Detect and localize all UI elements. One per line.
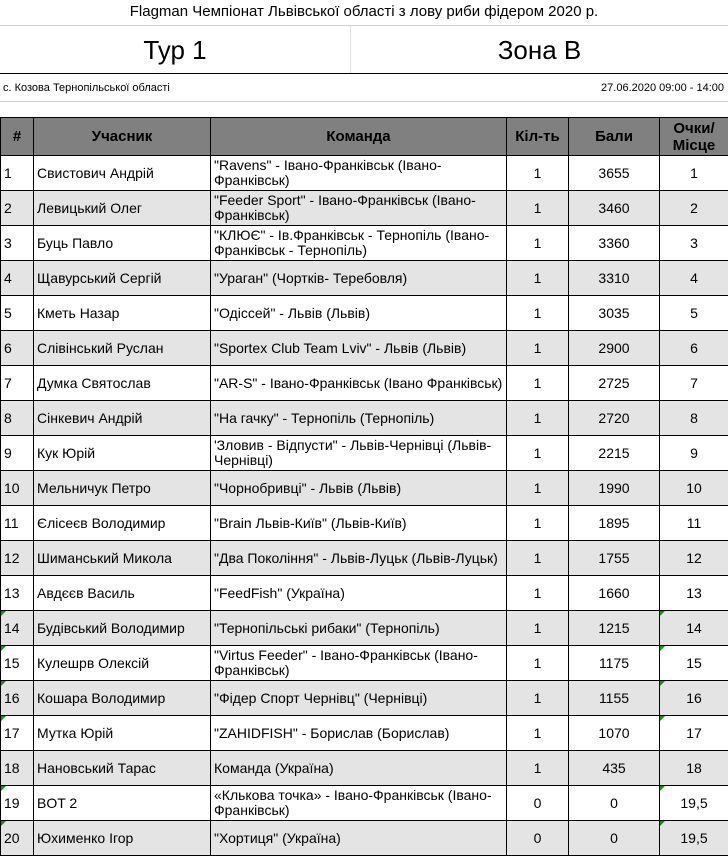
info-row xyxy=(0,74,728,102)
cell-place[interactable]: 6 xyxy=(660,331,728,366)
cell-score[interactable]: 1175 xyxy=(569,646,660,681)
comment-marker-icon xyxy=(1,821,6,826)
cell-quantity[interactable]: 1 xyxy=(507,156,569,191)
comment-marker-icon xyxy=(1,681,6,686)
zone-label: Зона B xyxy=(350,26,728,73)
cell-place[interactable]: 17 xyxy=(660,716,728,751)
cell-place[interactable]: 9 xyxy=(660,436,728,471)
cell-score[interactable]: 0 xyxy=(569,821,660,856)
results-table xyxy=(0,117,728,856)
date-time-text: 27.06.2020 09:00 - 14:00 xyxy=(601,74,724,102)
cell-quantity[interactable]: 1 xyxy=(507,191,569,226)
cell-place[interactable]: 1 xyxy=(660,156,728,191)
cell-number[interactable]: 8 xyxy=(1,401,34,436)
cell-number[interactable]: 6 xyxy=(1,331,34,366)
comment-marker-icon xyxy=(660,646,665,651)
cell-place[interactable]: 10 xyxy=(660,471,728,506)
cell-quantity[interactable]: 0 xyxy=(507,786,569,821)
cell-place[interactable]: 13 xyxy=(660,576,728,611)
cell-quantity[interactable]: 1 xyxy=(507,751,569,786)
cell-team[interactable]: "Хортиця" (Україна) xyxy=(211,821,507,856)
cell-participant[interactable]: Левицький Олег xyxy=(34,191,211,226)
cell-team[interactable]: "Brain Львів-Київ" (Львів-Київ) xyxy=(211,506,507,541)
cell-place[interactable]: 16 xyxy=(660,681,728,716)
cell-score[interactable]: 3035 xyxy=(569,296,660,331)
cell-number[interactable]: 15 xyxy=(1,646,34,681)
cell-quantity[interactable]: 1 xyxy=(507,436,569,471)
cell-place[interactable]: 11 xyxy=(660,506,728,541)
comment-marker-icon xyxy=(660,786,665,791)
comment-marker-icon xyxy=(1,716,6,721)
cell-participant[interactable]: Єлісеєв Володимир xyxy=(34,506,211,541)
cell-score[interactable]: 3360 xyxy=(569,226,660,261)
cell-team[interactable]: "Virtus Feeder" - Івано-Франківськ (Івано-Франківськ) xyxy=(211,646,507,681)
table-row[interactable] xyxy=(1,436,728,471)
cell-quantity[interactable]: 1 xyxy=(507,296,569,331)
cell-place[interactable]: 5 xyxy=(660,296,728,331)
cell-number[interactable]: 14 xyxy=(1,611,34,646)
table-row[interactable] xyxy=(1,611,728,646)
cell-score[interactable]: 3310 xyxy=(569,261,660,296)
cell-place[interactable]: 12 xyxy=(660,541,728,576)
cell-participant[interactable]: Свистович Андрій xyxy=(34,156,211,191)
cell-team[interactable]: "AR-S" - Івано-Франківськ (Івано Франківськ) xyxy=(211,366,507,401)
cell-score[interactable]: 3655 xyxy=(569,156,660,191)
location-text: с. Козова Тернопільської області xyxy=(3,74,170,102)
header-row xyxy=(1,118,728,156)
table-row[interactable] xyxy=(1,576,728,611)
cell-team[interactable]: "Фідер Спорт Чернівц" (Чернівці) xyxy=(211,681,507,716)
cell-number[interactable]: 16 xyxy=(1,681,34,716)
cell-quantity[interactable]: 1 xyxy=(507,716,569,751)
cell-team[interactable]: "Два Покоління" - Львів-Луцьк (Львів-Луцьк) xyxy=(211,541,507,576)
cell-score[interactable]: 435 xyxy=(569,751,660,786)
col-header-score[interactable]: Бали xyxy=(569,118,660,156)
cell-score[interactable]: 2725 xyxy=(569,366,660,401)
cell-number[interactable]: 13 xyxy=(1,576,34,611)
cell-quantity[interactable]: 1 xyxy=(507,471,569,506)
cell-team[interactable]: "Sportex Club Team Lviv" - Львів (Львів) xyxy=(211,331,507,366)
table-row[interactable] xyxy=(1,716,728,751)
cell-score[interactable]: 1215 xyxy=(569,611,660,646)
cell-number[interactable]: 2 xyxy=(1,191,34,226)
cell-quantity[interactable]: 1 xyxy=(507,681,569,716)
cell-team[interactable]: "Ravens" - Івано-Франківськ (Івано-Франківськ) xyxy=(211,156,507,191)
col-header-participant[interactable]: Учасник xyxy=(34,118,211,156)
cell-place[interactable]: 4 xyxy=(660,261,728,296)
cell-number[interactable]: 10 xyxy=(1,471,34,506)
cell-quantity[interactable]: 1 xyxy=(507,226,569,261)
cell-participant[interactable]: Слівінський Руслан xyxy=(34,331,211,366)
cell-place[interactable]: 15 xyxy=(660,646,728,681)
cell-score[interactable]: 1755 xyxy=(569,541,660,576)
cell-team[interactable]: 'Зловив - Відпусти" - Львів-Чернівці (Львів-Чернівці) xyxy=(211,436,507,471)
table-row[interactable] xyxy=(1,821,728,856)
cell-place[interactable]: 2 xyxy=(660,191,728,226)
comment-marker-icon xyxy=(660,681,665,686)
cell-score[interactable]: 1990 xyxy=(569,471,660,506)
cell-quantity[interactable]: 1 xyxy=(507,541,569,576)
cell-team[interactable]: "Ураган" (Чортків- Теребовля) xyxy=(211,261,507,296)
table-row[interactable] xyxy=(1,401,728,436)
col-header-place[interactable]: Очки/ Місце xyxy=(660,118,728,156)
cell-score[interactable]: 1660 xyxy=(569,576,660,611)
table-row[interactable] xyxy=(1,541,728,576)
spacer-row xyxy=(0,102,728,117)
table-row[interactable] xyxy=(1,296,728,331)
table-row[interactable] xyxy=(1,226,728,261)
cell-team[interactable]: "На гачку" - Тернопіль (Тернопіль) xyxy=(211,401,507,436)
cell-number[interactable]: 9 xyxy=(1,436,34,471)
cell-place[interactable]: 19,5 xyxy=(660,786,728,821)
cell-team[interactable]: "ZAHIDFISH" - Борислав (Борислав) xyxy=(211,716,507,751)
cell-quantity[interactable]: 1 xyxy=(507,366,569,401)
cell-number[interactable]: 12 xyxy=(1,541,34,576)
table-row[interactable] xyxy=(1,681,728,716)
cell-quantity[interactable]: 1 xyxy=(507,261,569,296)
comment-marker-icon xyxy=(660,611,665,616)
tour-label: Тур 1 xyxy=(0,26,350,74)
cell-score[interactable]: 2720 xyxy=(569,401,660,436)
cell-participant[interactable]: BOT 2 xyxy=(34,786,211,821)
cell-number[interactable]: 17 xyxy=(1,716,34,751)
tour-zone-row xyxy=(0,26,728,74)
cell-participant[interactable]: Сінкевич Андрій xyxy=(34,401,211,436)
cell-participant[interactable]: Юхименко Ігор xyxy=(34,821,211,856)
cell-team[interactable]: "Тернопільські рибаки" (Тернопіль) xyxy=(211,611,507,646)
cell-quantity[interactable]: 1 xyxy=(507,506,569,541)
cell-score[interactable]: 2900 xyxy=(569,331,660,366)
cell-quantity[interactable]: 1 xyxy=(507,331,569,366)
table-row[interactable] xyxy=(1,366,728,401)
cell-participant[interactable]: Мельничук Петро xyxy=(34,471,211,506)
table-row[interactable] xyxy=(1,646,728,681)
comment-marker-icon xyxy=(1,646,6,651)
cell-quantity[interactable]: 1 xyxy=(507,611,569,646)
cell-number[interactable]: 7 xyxy=(1,366,34,401)
cell-participant[interactable]: Щавурський Сергій xyxy=(34,261,211,296)
cell-participant[interactable]: Кошара Володимир xyxy=(34,681,211,716)
cell-quantity[interactable]: 1 xyxy=(507,646,569,681)
cell-score[interactable]: 2215 xyxy=(569,436,660,471)
cell-place[interactable]: 19,5 xyxy=(660,821,728,856)
col-header-team[interactable]: Команда xyxy=(211,118,507,156)
comment-marker-icon xyxy=(1,786,6,791)
col-header-quantity[interactable]: Кіл-ть xyxy=(507,118,569,156)
cell-quantity[interactable]: 1 xyxy=(507,401,569,436)
cell-quantity[interactable]: 0 xyxy=(507,821,569,856)
cell-score[interactable]: 3460 xyxy=(569,191,660,226)
col-header-number[interactable]: # xyxy=(1,118,34,156)
cell-score[interactable]: 1070 xyxy=(569,716,660,751)
cell-team[interactable]: «Клькова точка» - Івано-Франківськ (Івано-Франківськ) xyxy=(211,786,507,821)
table-row[interactable] xyxy=(1,156,728,191)
cell-participant[interactable]: Кметь Назар xyxy=(34,296,211,331)
table-row[interactable] xyxy=(1,471,728,506)
cell-number[interactable]: 11 xyxy=(1,506,34,541)
table-body xyxy=(1,156,728,856)
cell-participant[interactable]: Авдєєв Василь xyxy=(34,576,211,611)
table-row[interactable] xyxy=(1,331,728,366)
cell-number[interactable]: 18 xyxy=(1,751,34,786)
cell-number[interactable]: 3 xyxy=(1,226,34,261)
table-row[interactable] xyxy=(1,751,728,786)
comment-marker-icon xyxy=(660,716,665,721)
table-row[interactable] xyxy=(1,261,728,296)
cell-team[interactable]: "FeedFish" (Україна) xyxy=(211,576,507,611)
table-row[interactable] xyxy=(1,506,728,541)
cell-score[interactable]: 1895 xyxy=(569,506,660,541)
table-row[interactable] xyxy=(1,191,728,226)
cell-number[interactable]: 1 xyxy=(1,156,34,191)
cell-participant[interactable]: Кук Юрій xyxy=(34,436,211,471)
cell-participant[interactable]: Нановський Тарас xyxy=(34,751,211,786)
cell-team[interactable]: "Чорнобривці" - Львів (Львів) xyxy=(211,471,507,506)
cell-number[interactable]: 20 xyxy=(1,821,34,856)
cell-participant[interactable]: Кулешрв Олексій xyxy=(34,646,211,681)
cell-participant[interactable]: Будівський Володимир xyxy=(34,611,211,646)
cell-team[interactable]: "КЛЮЄ" - Ів.Франківськ - Тернопіль (Івано-Франківськ - Тернопіль) xyxy=(211,226,507,261)
cell-participant[interactable]: Буць Павло xyxy=(34,226,211,261)
cell-quantity[interactable]: 1 xyxy=(507,576,569,611)
cell-place[interactable]: 8 xyxy=(660,401,728,436)
cell-number[interactable]: 4 xyxy=(1,261,34,296)
cell-team[interactable]: Команда (Україна) xyxy=(211,751,507,786)
cell-place[interactable]: 3 xyxy=(660,226,728,261)
cell-score[interactable]: 1155 xyxy=(569,681,660,716)
sheet-title: Flagman Чемпіонат Львівської області з лову риби фідером 2020 р. xyxy=(0,0,728,26)
cell-participant[interactable]: Шиманський Микола xyxy=(34,541,211,576)
cell-number[interactable]: 5 xyxy=(1,296,34,331)
cell-score[interactable]: 0 xyxy=(569,786,660,821)
comment-marker-icon xyxy=(660,821,665,826)
cell-number[interactable]: 19 xyxy=(1,786,34,821)
cell-team[interactable]: "Feeder Sport" - Івано-Франківськ (Івано-Франківськ) xyxy=(211,191,507,226)
cell-participant[interactable]: Мутка Юрій xyxy=(34,716,211,751)
cell-place[interactable]: 18 xyxy=(660,751,728,786)
table-row[interactable] xyxy=(1,786,728,821)
cell-place[interactable]: 14 xyxy=(660,611,728,646)
cell-team[interactable]: "Одіссей" - Львів (Львів) xyxy=(211,296,507,331)
cell-participant[interactable]: Думка Святослав xyxy=(34,366,211,401)
comment-marker-icon xyxy=(1,611,6,616)
cell-place[interactable]: 7 xyxy=(660,366,728,401)
